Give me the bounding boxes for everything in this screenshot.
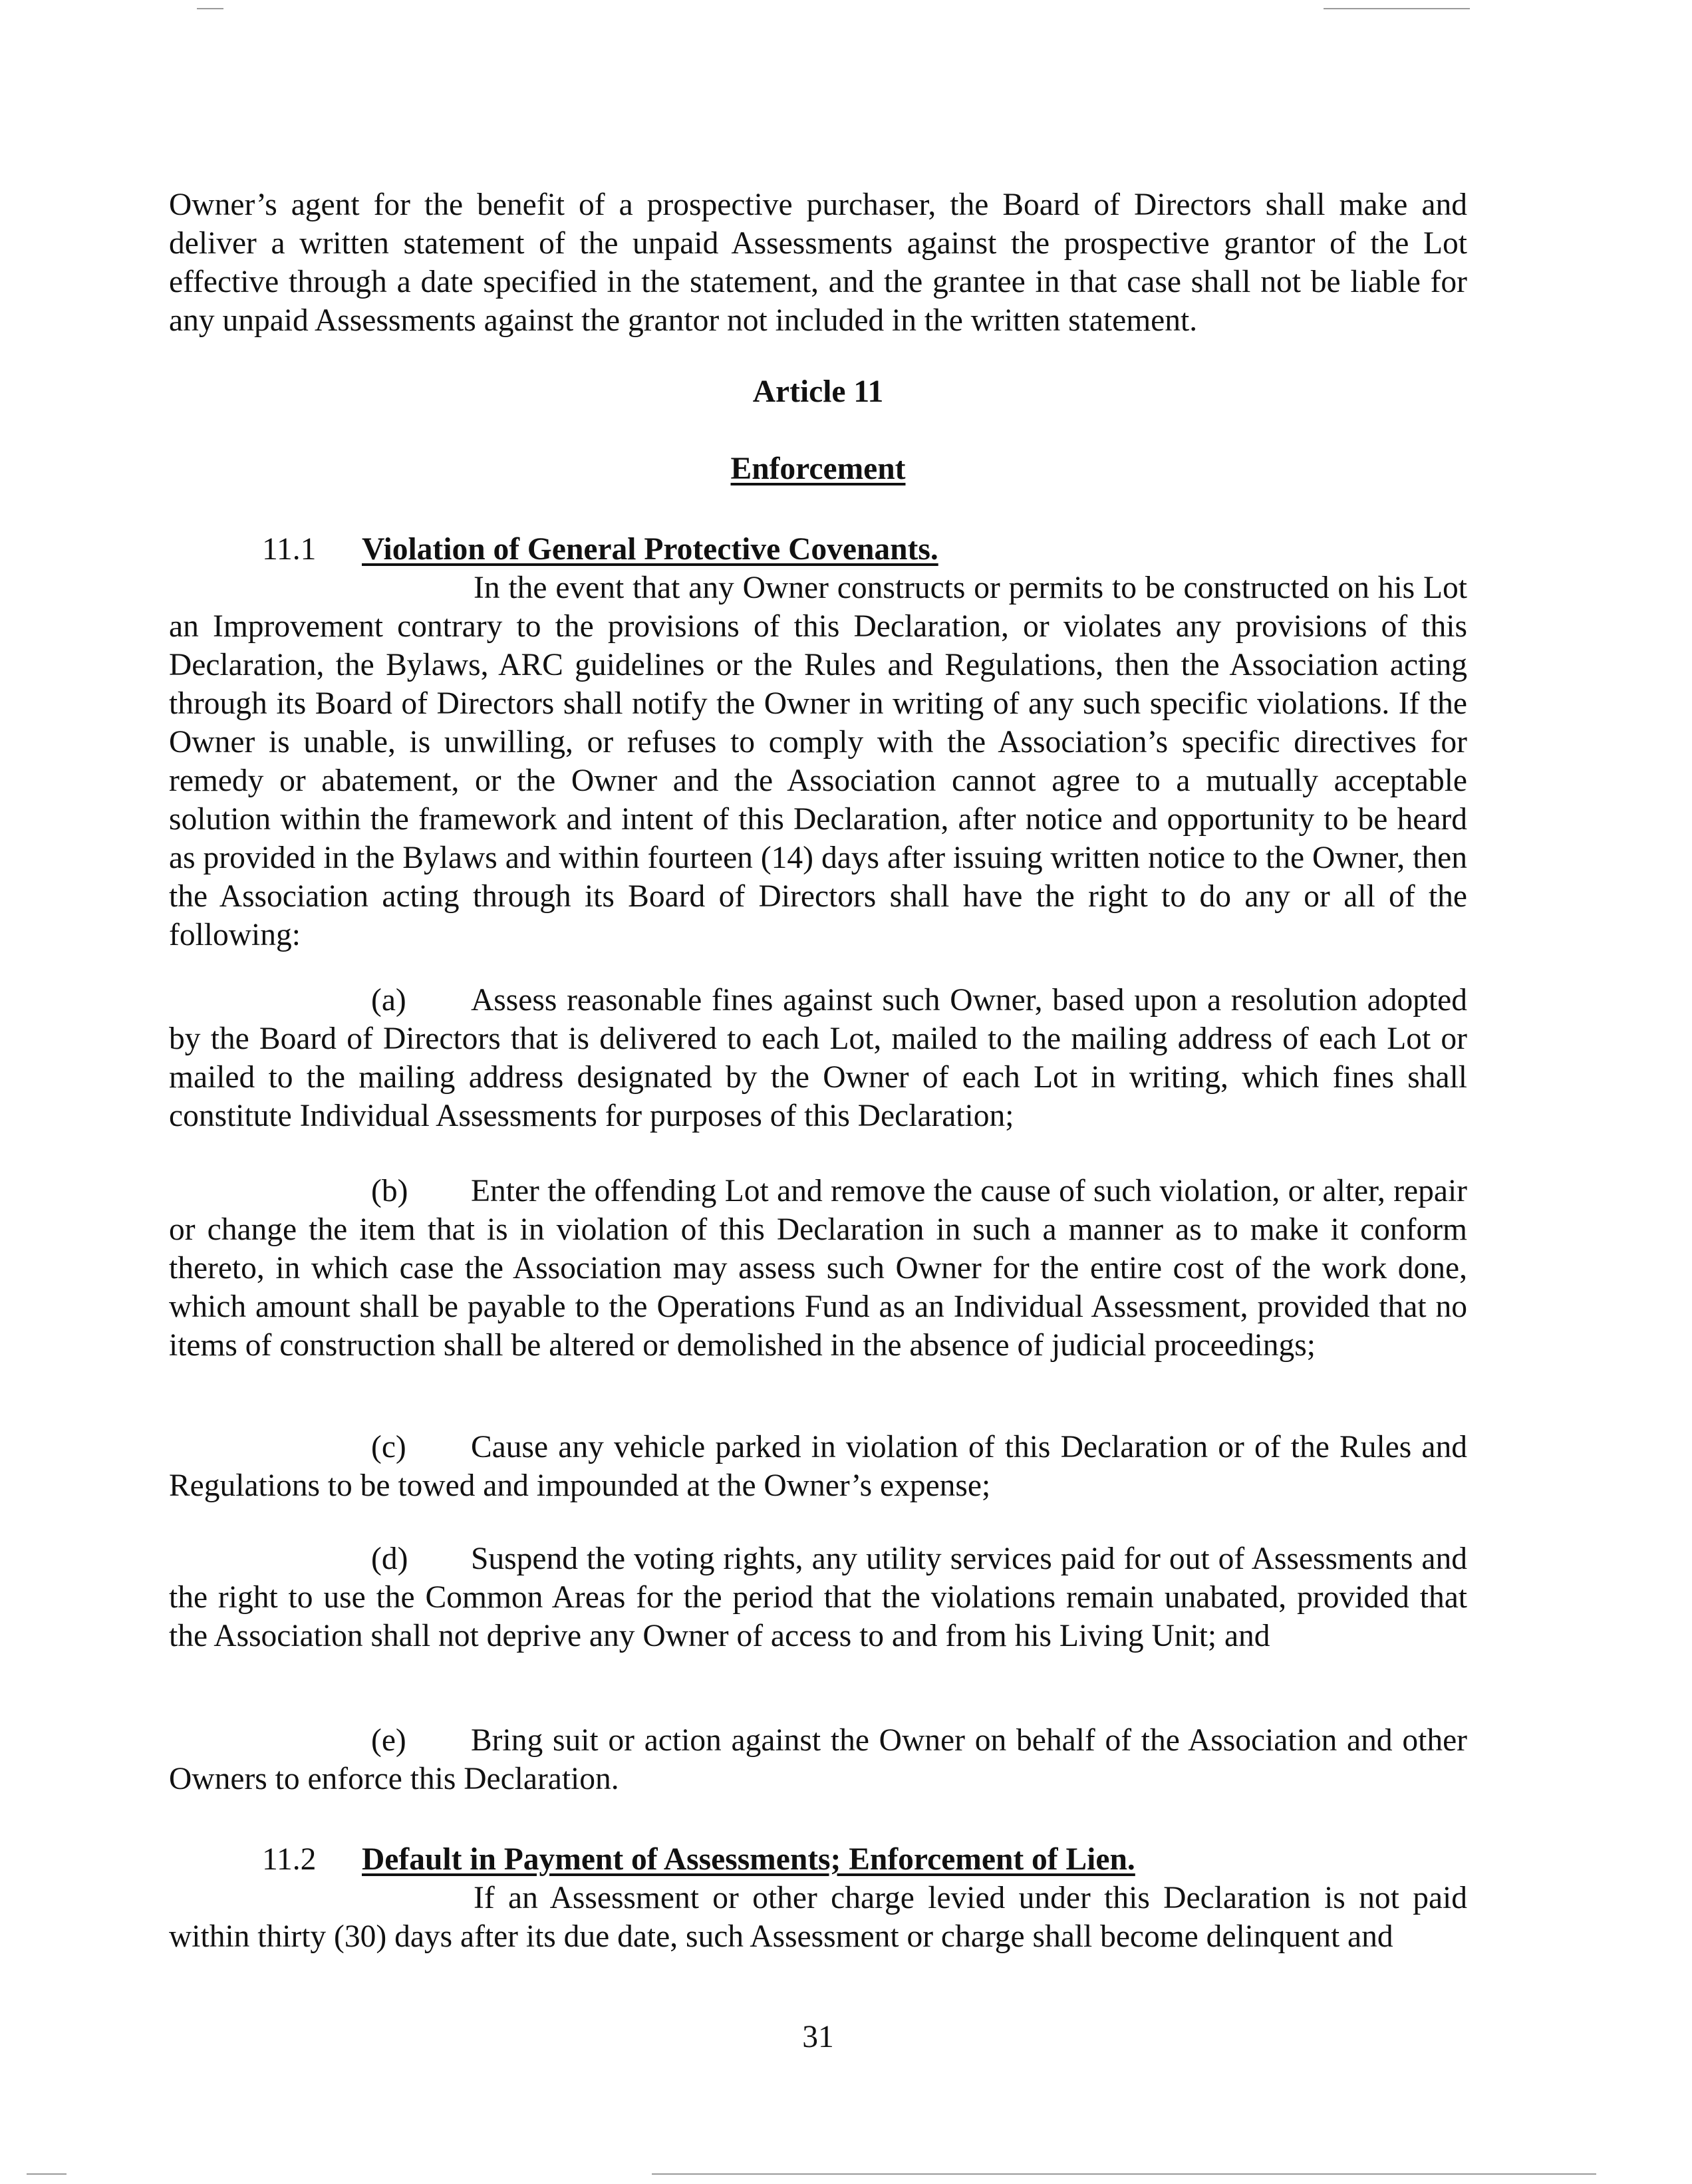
item-b xyxy=(169,1172,1467,1365)
section-11-2-title: Default in Payment of Assessments; Enforcement of Lien. xyxy=(362,1842,1135,1877)
section-11-1-number: 11.1 xyxy=(262,532,317,567)
scan-artifact-top-left xyxy=(197,8,223,9)
item-e-text: Bring suit or action against the Owner on behalf of the Association and other Owners to enforce this Declaration. xyxy=(169,1723,1467,1796)
article-title: Article 11 xyxy=(752,374,884,409)
item-a xyxy=(169,981,1467,1135)
scan-artifact-top-right xyxy=(1324,8,1470,9)
page-number: 31 xyxy=(802,2020,834,2054)
item-a-text: Assess reasonable fines against such Owner, based upon a resolution adopted by the Board of Directors that is delivered to each Lot, mailed to the mailing address of each Lot or mailed to the mailing address designated by the Owner of each Lot in writing, which fines shall constitute Individual Assessments for purposes of this Declaration; xyxy=(169,983,1467,1133)
item-a-label: (a) xyxy=(371,983,406,1018)
intro-paragraph: Owner’s agent for the benefit of a prospective purchaser, the Board of Directors shall make and deliver a written statement of the unpaid Assessments against the prospective grantor of the Lot effective through a date specified in the statement, and the grantee in that case shall not be liable for any unpaid Assessments against the grantor not included in the written statement. xyxy=(169,188,1467,338)
item-d-text: Suspend the voting rights, any utility services paid for out of Assessments and the right to use the Common Areas for the period that the violations remain unabated, provided that the Association shall not deprive any Owner of access to and from his Living Unit; and xyxy=(169,1542,1467,1653)
section-11-2-heading xyxy=(169,1840,1467,1879)
section-11-1-body: In the event that any Owner constructs or permits to be constructed on his Lot an Improvement contrary to the provisions of this Declaration, or violates any provisions of this Declaration, the Bylaws, ARC guidelines or the Rules and Regulations, then the Association acting through its Board of Directors shall notify the Owner in writing of any such specific violations. If the Owner is unable, is unwilling, or refuses to comply with the Association’s specific directives for remedy or abatement, or the Owner and the Association cannot agree to a mutually acceptable solution within the framework and intent of this Declaration, after notice and opportunity to be heard as provided in the Bylaws and within fourteen (14) days after issuing written notice to the Owner, then the Association acting through its Board of Directors shall have the right to do any or all of the following: xyxy=(169,571,1467,952)
scan-artifact-bottom-left xyxy=(27,2173,67,2175)
item-e xyxy=(169,1721,1467,1798)
section-11-2-body: If an Assessment or other charge levied under this Declaration is not paid within thirty (30) days after its due date, such Assessment or charge shall become delinquent and xyxy=(169,1881,1467,1954)
section-11-1-heading xyxy=(169,530,1467,569)
section-11-2-number: 11.2 xyxy=(262,1842,317,1877)
item-b-label: (b) xyxy=(371,1174,408,1208)
item-e-label: (e) xyxy=(371,1723,406,1758)
article-subtitle xyxy=(169,450,1467,488)
item-c xyxy=(169,1428,1467,1505)
item-d xyxy=(169,1540,1467,1655)
item-d-label: (d) xyxy=(371,1542,408,1576)
article-subtitle-text: Enforcement xyxy=(730,452,906,486)
item-c-text: Cause any vehicle parked in violation of this Declaration or of the Rules and Regulations to be towed and impounded at the Owner’s expense; xyxy=(169,1430,1467,1503)
item-b-text: Enter the offending Lot and remove the cause of such violation, or alter, repair or change the item that is in violation of this Declaration in such a manner as to make it conform thereto, in which case the Association may assess such Owner for the entire cost of the work done, which amount shall be payable to the Operations Fund as an Individual Assessment, provided that no items of construction shall be altered or demolished in the absence of judicial proceedings; xyxy=(169,1174,1467,1363)
section-11-1-title: Violation of General Protective Covenants. xyxy=(362,532,938,567)
item-c-label: (c) xyxy=(371,1430,406,1464)
scan-artifact-bottom xyxy=(652,2173,1596,2175)
